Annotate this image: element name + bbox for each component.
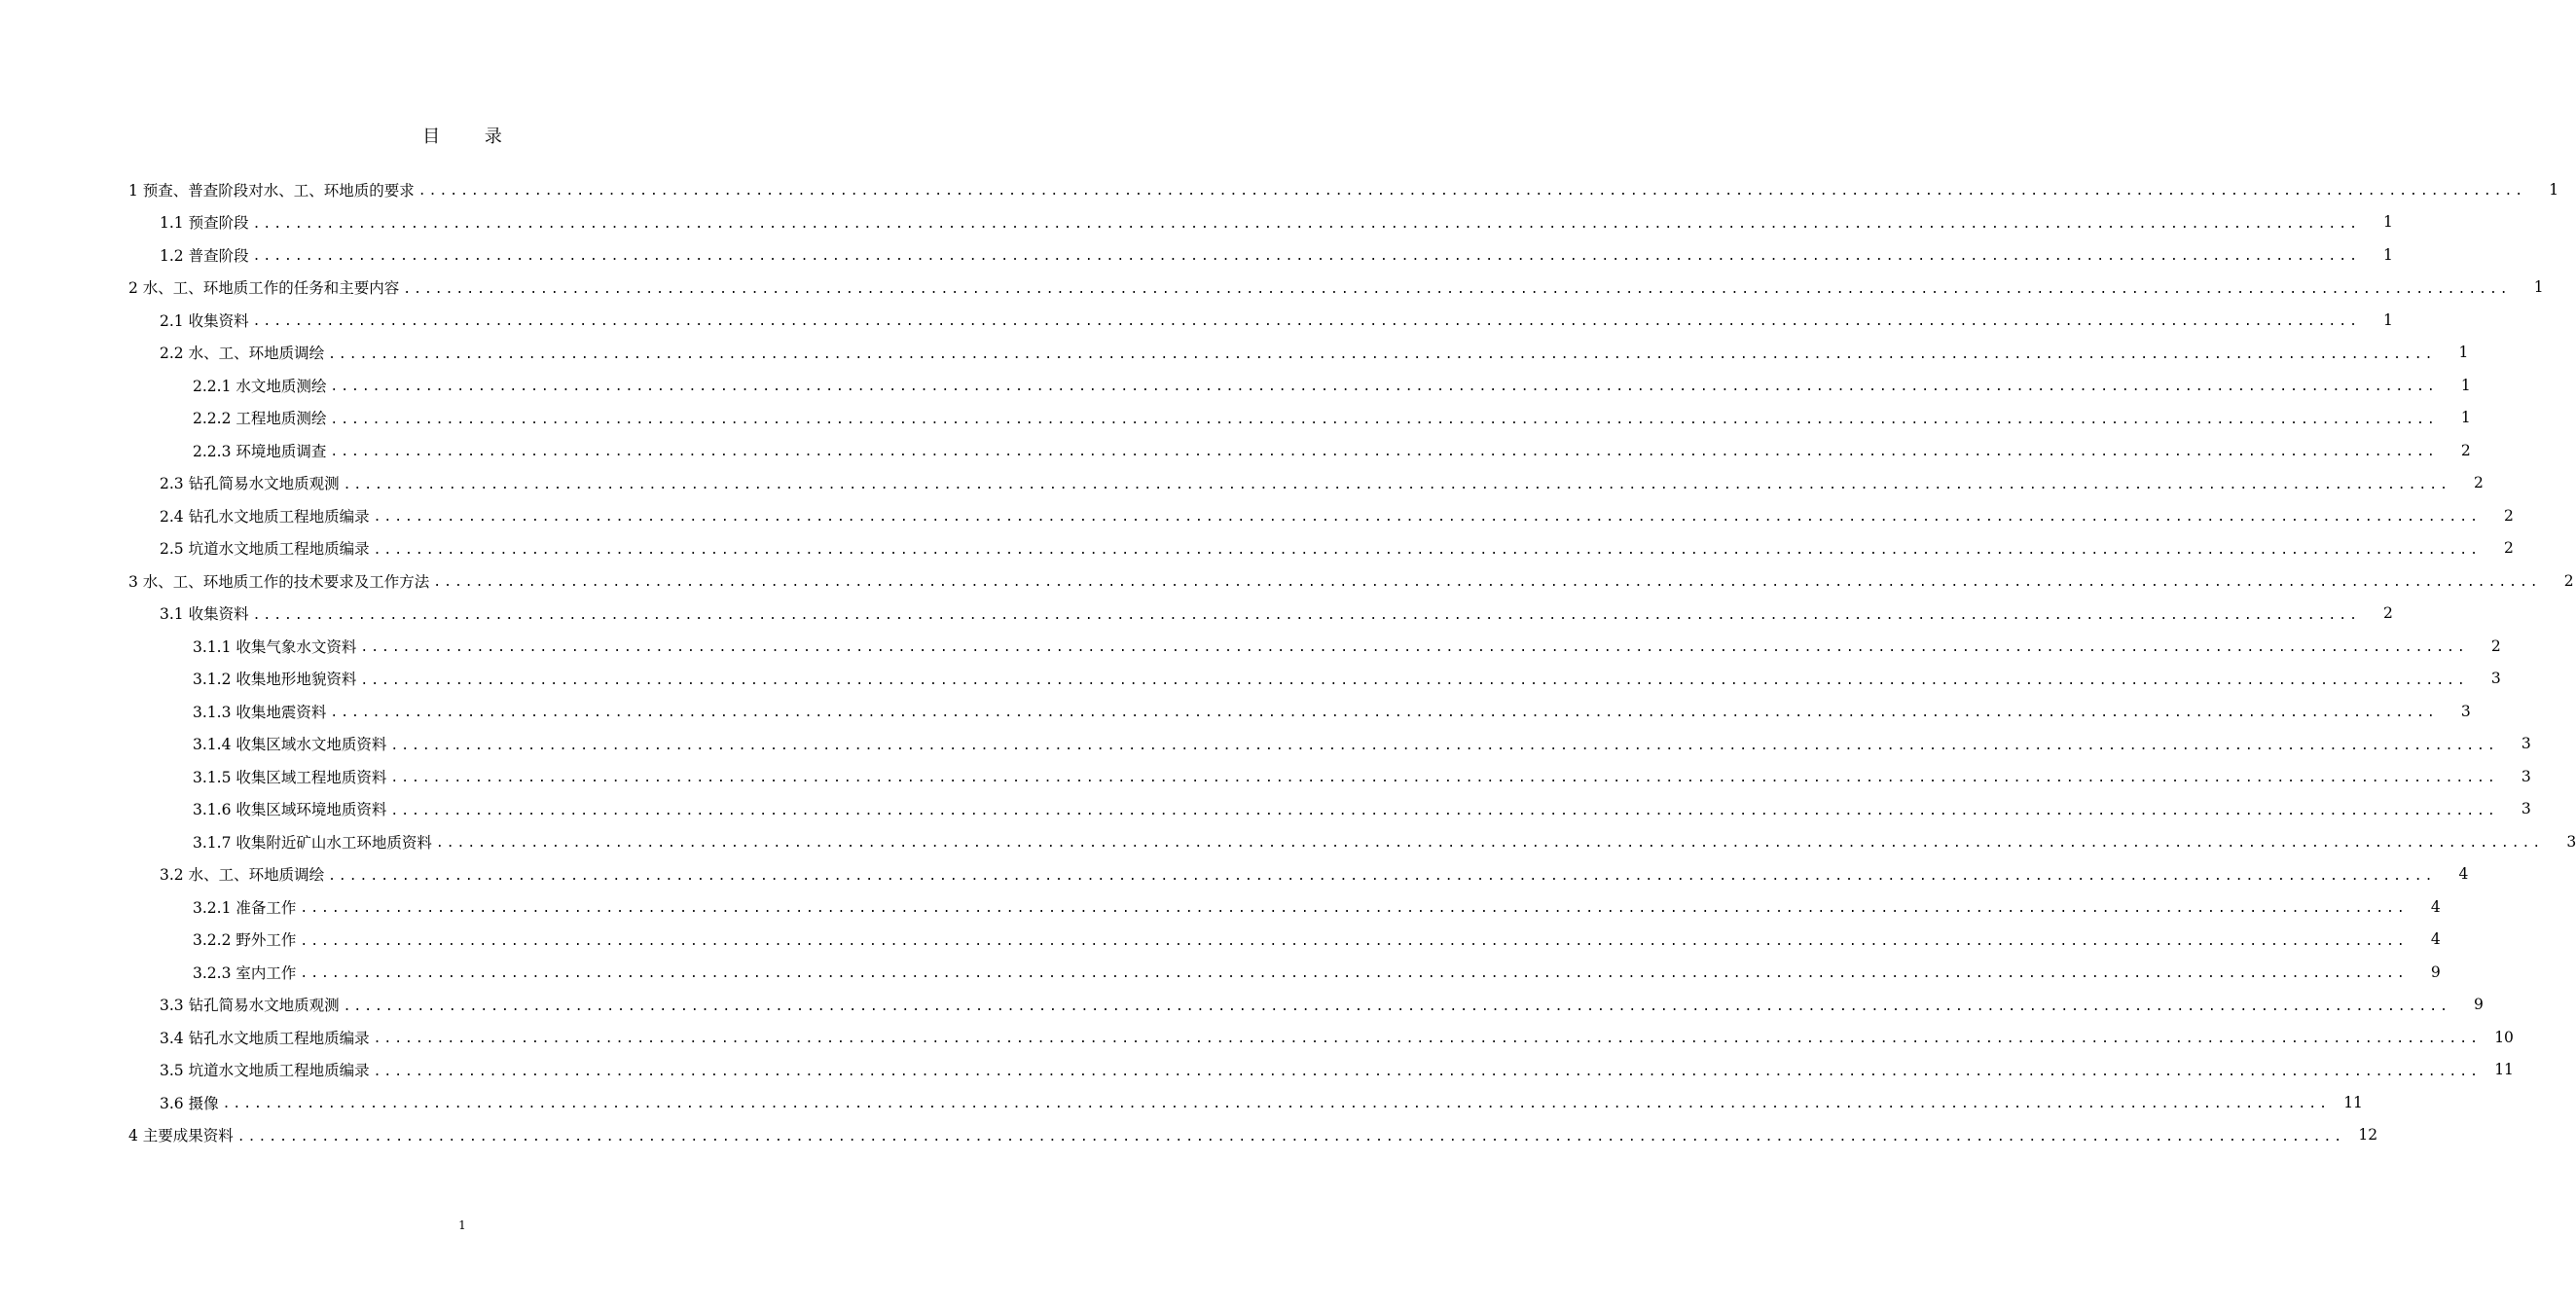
toc-entry-label: 3.3 钻孔简易水文地质观测 bbox=[160, 997, 340, 1015]
toc-dot-leader: ........................................................................................................................................................................................................ bbox=[300, 966, 2408, 982]
toc-dot-leader: ........................................................................................................................................................................................................ bbox=[390, 738, 2498, 753]
toc-dot-leader: ........................................................................................................................................................................................................ bbox=[222, 1097, 2330, 1112]
toc-entry[interactable] bbox=[0, 1119, 2378, 1152]
toc-dot-leader: ........................................................................................................................................................................................................ bbox=[373, 542, 2481, 558]
toc-entry[interactable] bbox=[0, 663, 2501, 696]
toc-entry-page-number: 4 bbox=[2430, 897, 2441, 916]
toc-dot-leader: ........................................................................................................................................................................................................ bbox=[300, 901, 2408, 917]
toc-entry[interactable] bbox=[0, 1054, 2514, 1087]
toc-entry[interactable] bbox=[0, 1021, 2514, 1054]
toc-entry-page-number: 1 bbox=[2383, 245, 2393, 264]
toc-entry-page-number: 3 bbox=[2566, 832, 2576, 851]
toc-entry-page-number: 10 bbox=[2494, 1028, 2514, 1046]
toc-entry-label: 3.6 摄像 bbox=[160, 1094, 219, 1112]
toc-entry[interactable] bbox=[0, 630, 2501, 663]
toc-entry[interactable] bbox=[0, 238, 2393, 272]
toc-entry-page-number: 2 bbox=[2460, 441, 2471, 459]
toc-dot-leader: ........................................................................................................................................................................................................ bbox=[330, 412, 2438, 427]
toc-entry-page-number: 11 bbox=[2343, 1093, 2363, 1111]
toc-entry[interactable] bbox=[0, 924, 2441, 957]
toc-entry-label: 3.1.2 收集地形地貌资料 bbox=[193, 671, 357, 689]
toc-entry-label: 3.1.6 收集区域环境地质资料 bbox=[193, 801, 387, 819]
toc-dot-leader: ........................................................................................................................................................................................................ bbox=[252, 314, 2360, 330]
toc-entry-label: 3.1 收集资料 bbox=[160, 605, 249, 624]
toc-entry-label: 3.5 坑道水文地质工程地质编录 bbox=[160, 1062, 370, 1080]
toc-entry[interactable] bbox=[0, 989, 2484, 1022]
toc-entry-page-number: 1 bbox=[2460, 409, 2471, 427]
toc-entry-page-number: 9 bbox=[2474, 996, 2484, 1014]
toc-entry-label: 2.2.2 工程地质测绘 bbox=[193, 410, 327, 428]
page-number: 1 bbox=[458, 1218, 466, 1232]
toc-entry[interactable] bbox=[0, 369, 2471, 402]
toc-entry[interactable] bbox=[0, 304, 2393, 337]
toc-entry[interactable] bbox=[0, 825, 2576, 858]
toc-dot-leader: ........................................................................................................................................................................................................ bbox=[328, 346, 2436, 362]
toc-dot-leader: ........................................................................................................................................................................................................ bbox=[373, 1064, 2481, 1079]
toc-entry-page-number: 3 bbox=[2521, 800, 2531, 818]
toc-list bbox=[0, 173, 2576, 1151]
toc-dot-leader: ........................................................................................................................................................................................................ bbox=[330, 706, 2438, 721]
toc-entry[interactable] bbox=[0, 695, 2471, 728]
toc-entry-page-number: 11 bbox=[2494, 1061, 2514, 1079]
toc-entry[interactable] bbox=[0, 402, 2471, 435]
toc-entry-page-number: 3 bbox=[2521, 735, 2531, 753]
toc-entry-label: 3.2.3 室内工作 bbox=[193, 963, 297, 982]
toc-entry[interactable] bbox=[0, 564, 2574, 598]
toc-entry-label: 3.1.1 收集气象水文资料 bbox=[193, 637, 357, 656]
toc-entry[interactable] bbox=[0, 956, 2441, 989]
toc-dot-leader: ........................................................................................................................................................................................................ bbox=[330, 380, 2438, 395]
toc-entry[interactable] bbox=[0, 499, 2514, 532]
toc-entry[interactable] bbox=[0, 206, 2393, 239]
toc-entry-label: 2.4 钻孔水文地质工程地质编录 bbox=[160, 507, 370, 526]
toc-entry[interactable] bbox=[0, 337, 2469, 370]
toc-entry[interactable] bbox=[0, 467, 2484, 500]
toc-entry[interactable] bbox=[0, 434, 2471, 467]
toc-entry-label: 3 水、工、环地质工作的技术要求及工作方法 bbox=[128, 572, 430, 591]
toc-entry[interactable] bbox=[0, 858, 2469, 891]
toc-entry-label: 3.1.4 收集区域水文地质资料 bbox=[193, 736, 387, 754]
toc-dot-leader: ........................................................................................................................................................................................................ bbox=[328, 868, 2436, 884]
toc-entry-page-number: 1 bbox=[2460, 376, 2471, 394]
toc-entry-label: 1 预查、普查阶段对水、工、环地质的要求 bbox=[128, 181, 415, 200]
toc-entry-label: 1.2 普查阶段 bbox=[160, 246, 249, 265]
toc-dot-leader: ........................................................................................................................................................................................................ bbox=[252, 249, 2360, 265]
toc-entry-label: 2.2 水、工、环地质调绘 bbox=[160, 345, 325, 363]
toc-entry-label: 2.2.1 水文地质测绘 bbox=[193, 377, 327, 395]
toc-dot-leader: ........................................................................................................................................................................................................ bbox=[403, 281, 2511, 297]
toc-entry-page-number: 4 bbox=[2458, 865, 2469, 884]
toc-title: 目 录 bbox=[422, 127, 522, 147]
toc-entry-label: 2.2.3 环境地质调查 bbox=[193, 442, 327, 460]
toc-entry-page-number: 1 bbox=[2458, 344, 2469, 362]
toc-entry-page-number: 1 bbox=[2383, 213, 2393, 232]
toc-dot-leader: ........................................................................................................................................................................................................ bbox=[236, 1129, 2345, 1144]
toc-entry-label: 2.1 收集资料 bbox=[160, 311, 249, 330]
toc-entry-label: 3.1.5 收集区域工程地质资料 bbox=[193, 768, 387, 786]
toc-dot-leader: ........................................................................................................................................................................................................ bbox=[433, 575, 2541, 591]
toc-entry[interactable] bbox=[0, 272, 2544, 305]
toc-dot-leader: ........................................................................................................................................................................................................ bbox=[390, 803, 2498, 818]
toc-entry-page-number: 3 bbox=[2521, 767, 2531, 785]
toc-entry[interactable] bbox=[0, 760, 2531, 793]
toc-entry[interactable] bbox=[0, 173, 2559, 206]
toc-entry-label: 3.2 水、工、环地质调绘 bbox=[160, 866, 325, 885]
toc-dot-leader: ........................................................................................................................................................................................................ bbox=[435, 836, 2544, 852]
toc-entry-label: 4 主要成果资料 bbox=[128, 1127, 234, 1145]
toc-dot-leader: ........................................................................................................................................................................................................ bbox=[417, 184, 2526, 200]
toc-dot-leader: ........................................................................................................................................................................................................ bbox=[330, 445, 2438, 460]
toc-entry-page-number: 1 bbox=[2383, 310, 2393, 329]
toc-entry-page-number: 2 bbox=[2383, 604, 2393, 623]
toc-entry-label: 3.4 钻孔水文地质工程地质编录 bbox=[160, 1029, 370, 1047]
toc-entry[interactable] bbox=[0, 598, 2393, 631]
toc-entry-page-number: 1 bbox=[2533, 278, 2544, 297]
toc-entry-label: 2.3 钻孔简易水文地质观测 bbox=[160, 475, 340, 493]
toc-entry[interactable] bbox=[0, 1086, 2363, 1119]
toc-entry-page-number: 12 bbox=[2358, 1126, 2378, 1144]
toc-entry-page-number: 2 bbox=[2563, 571, 2574, 590]
toc-entry-page-number: 2 bbox=[2504, 539, 2514, 558]
toc-entry-page-number: 3 bbox=[2490, 670, 2501, 688]
toc-entry-label: 3.2.2 野外工作 bbox=[193, 931, 297, 950]
toc-entry-label: 2 水、工、环地质工作的任务和主要内容 bbox=[128, 279, 400, 298]
toc-entry-page-number: 1 bbox=[2549, 180, 2559, 199]
toc-dot-leader: ........................................................................................................................................................................................................ bbox=[252, 216, 2360, 232]
toc-entry-page-number: 2 bbox=[2474, 474, 2484, 492]
toc-dot-leader: ........................................................................................................................................................................................................ bbox=[300, 933, 2408, 949]
toc-entry-page-number: 2 bbox=[2490, 636, 2501, 655]
toc-entry-label: 2.5 坑道水文地质工程地质编录 bbox=[160, 540, 370, 559]
toc-dot-leader: ........................................................................................................................................................................................................ bbox=[343, 477, 2450, 492]
toc-dot-leader: ........................................................................................................................................................................................................ bbox=[343, 999, 2450, 1014]
toc-entry[interactable] bbox=[0, 728, 2531, 761]
toc-dot-leader: ........................................................................................................................................................................................................ bbox=[252, 607, 2360, 623]
toc-entry-page-number: 9 bbox=[2430, 963, 2441, 981]
toc-entry[interactable] bbox=[0, 793, 2531, 826]
toc-entry[interactable] bbox=[0, 532, 2514, 565]
toc-entry-page-number: 4 bbox=[2430, 930, 2441, 949]
toc-entry-page-number: 2 bbox=[2504, 506, 2514, 525]
toc-dot-leader: ........................................................................................................................................................................................................ bbox=[360, 672, 2468, 688]
toc-entry-label: 3.1.3 收集地震资料 bbox=[193, 703, 327, 721]
toc-entry-page-number: 3 bbox=[2460, 702, 2471, 720]
toc-dot-leader: ........................................................................................................................................................................................................ bbox=[373, 510, 2481, 526]
toc-dot-leader: ........................................................................................................................................................................................................ bbox=[390, 771, 2498, 786]
toc-dot-leader: ........................................................................................................................................................................................................ bbox=[373, 1032, 2481, 1047]
toc-entry-label: 3.2.1 准备工作 bbox=[193, 898, 297, 917]
toc-dot-leader: ........................................................................................................................................................................................................ bbox=[360, 640, 2468, 656]
toc-entry[interactable] bbox=[0, 890, 2441, 924]
toc-entry-label: 1.1 预查阶段 bbox=[160, 214, 249, 233]
toc-entry-label: 3.1.7 收集附近矿山水工环地质资料 bbox=[193, 833, 432, 852]
